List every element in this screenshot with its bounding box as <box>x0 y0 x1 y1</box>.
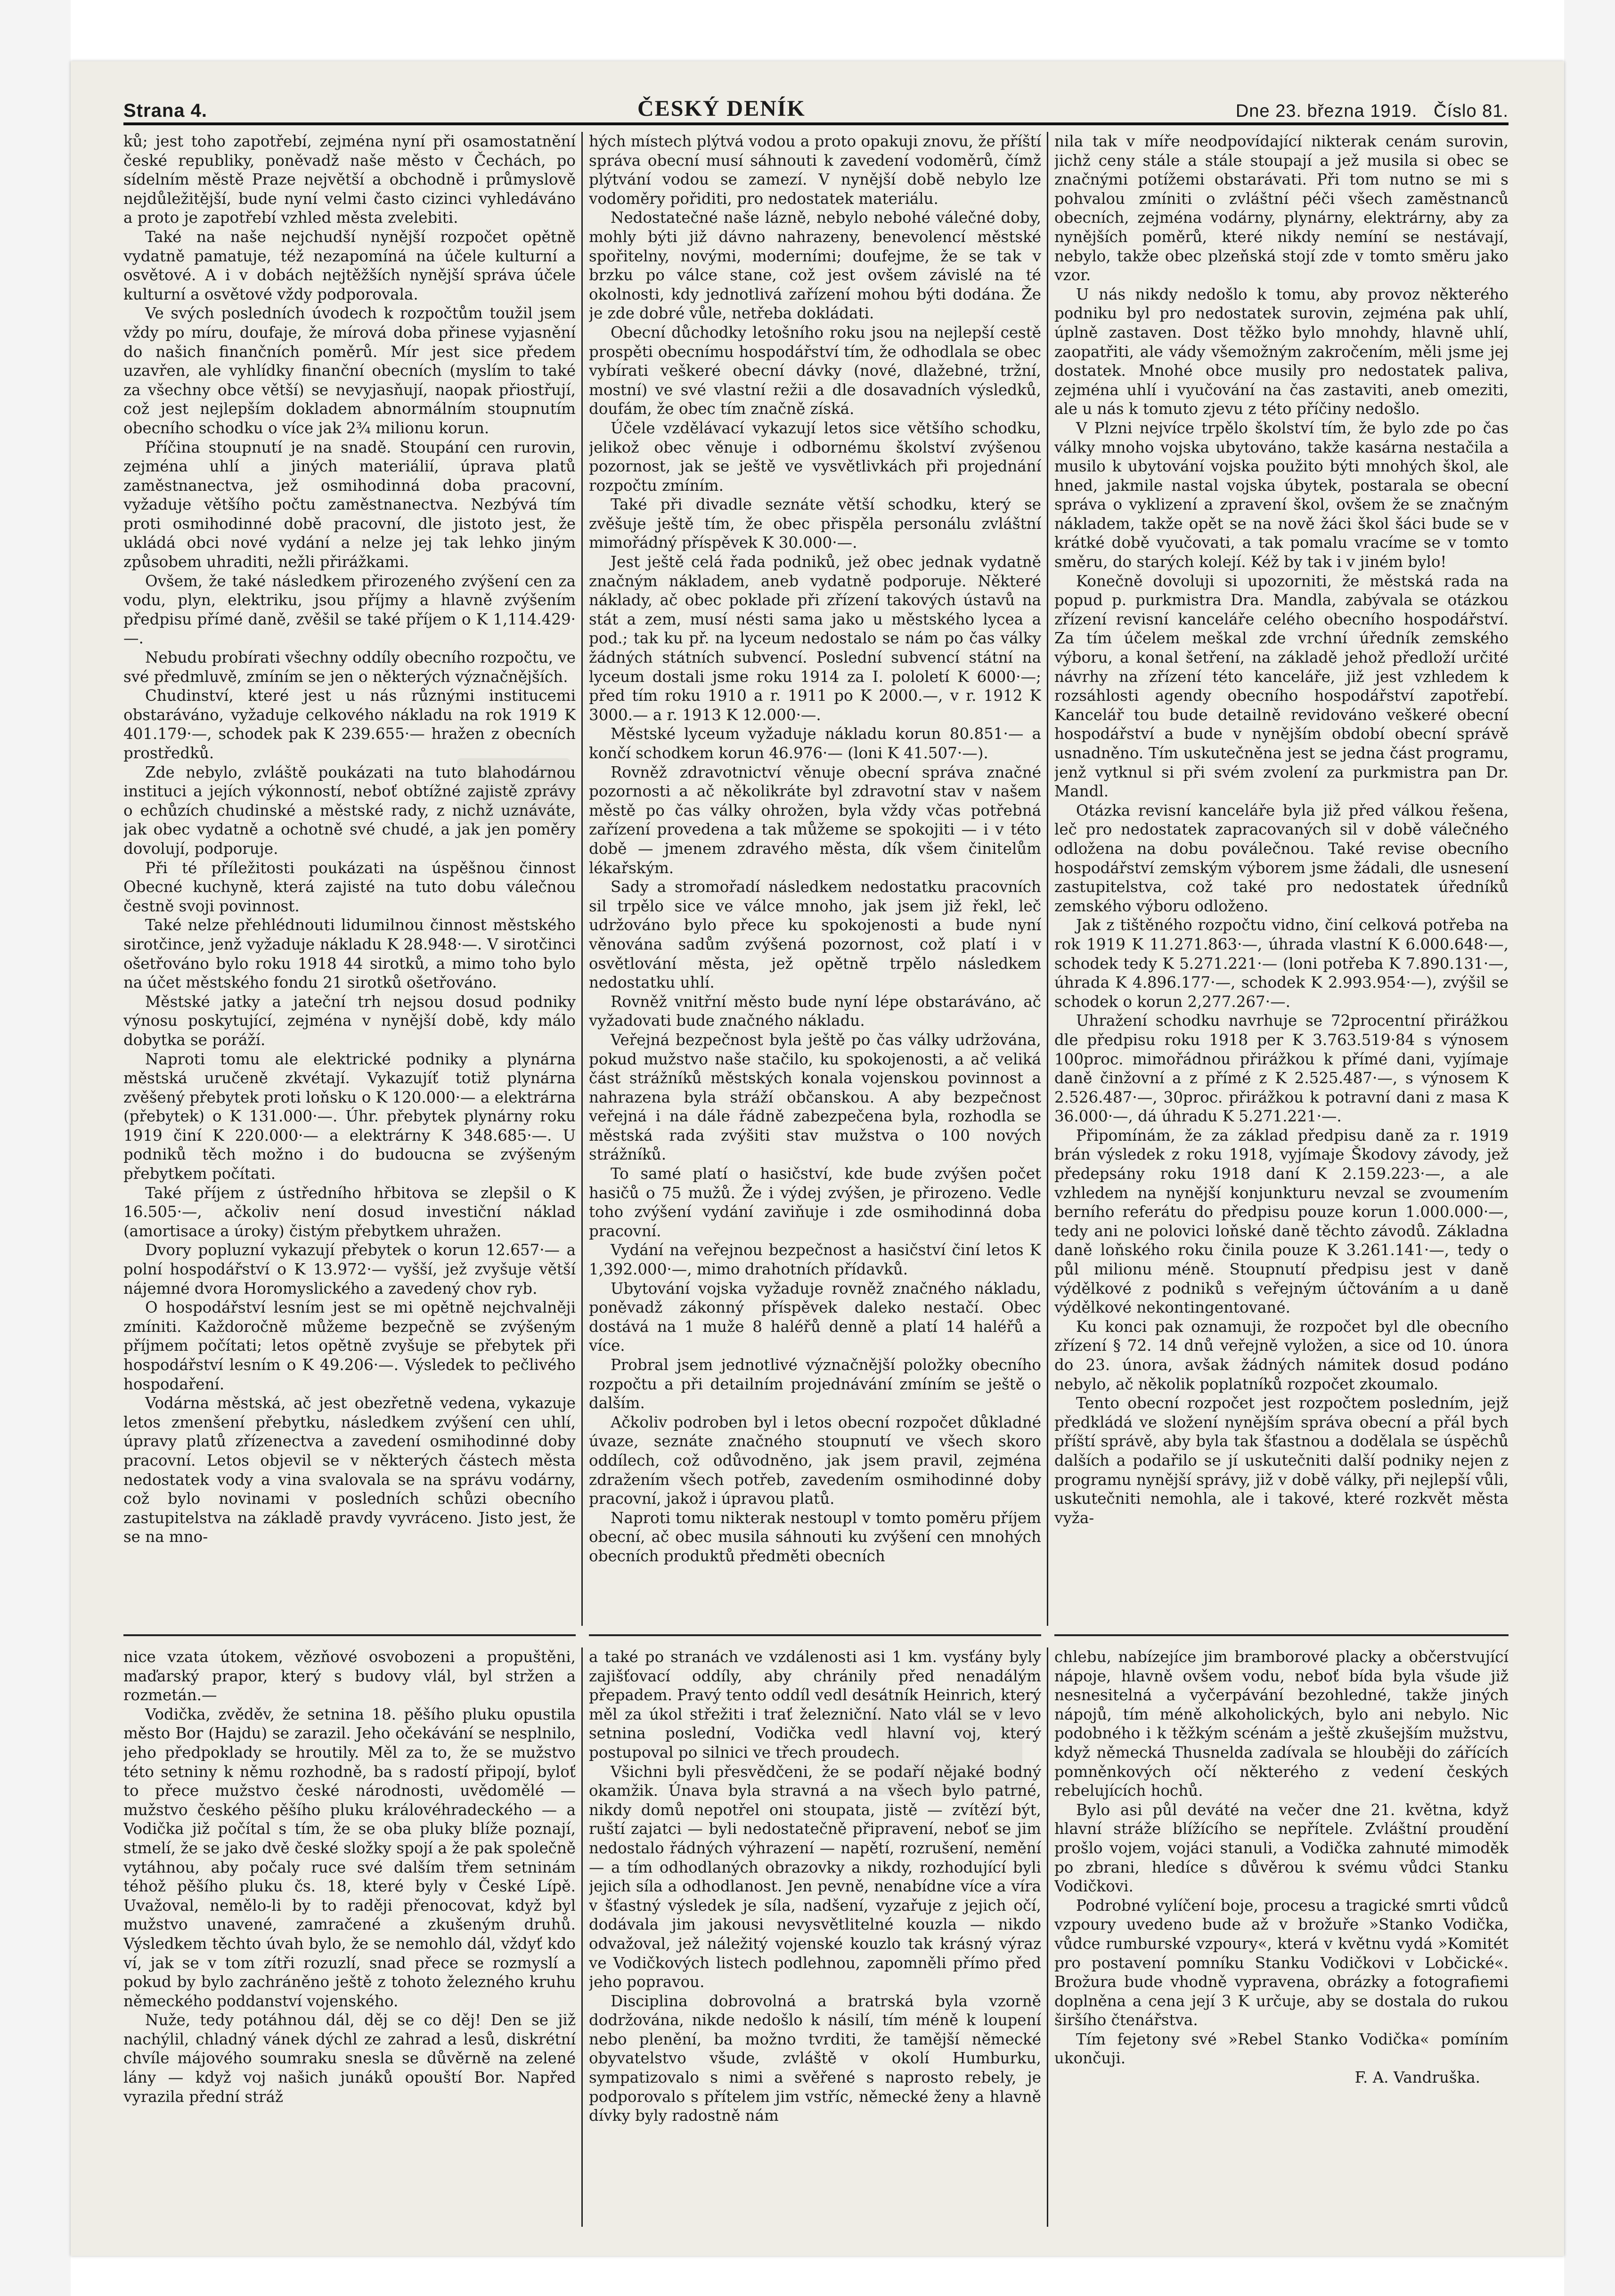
paragraph: Také příjem z ústředního hřbitova se zlepšil o K 16.505·—, ačkoliv není dosud investiční náklad (amortisace a úroky) čistým přebytkem uhražen. <box>123 1184 576 1240</box>
paragraph: ků; jest toho zapotřebí, zejména nyní při osamostatnění české republiky, poněvadž naše město v Čechách, po sídelním městě Praze největší a obchodně i průmyslově nejdůležitější, bude nyní velmi často cizinci vyhledáváno a proto je zapotřebí vzhled města zvelebiti. <box>123 132 576 227</box>
paragraph: Městské jatky a jateční trh nejsou dosud podniky výnosu poskytující, zejména v nynější době, kdy málo dobytka se poráží. <box>123 992 576 1049</box>
newspaper-title: ČESKÝ DENÍK <box>637 96 806 121</box>
paragraph: nila tak v míře neodpovídající nikterak cenám surovin, jichž ceny stále a stále stoupají a jež musila si obec se značnými potížemi obstarávati. Při tom nutno se mi s pohvalou zmíniti o zvláštní péči všech zaměstnanců obecních, zejména vodárny, plynárny, elektrárny, aby za nynějších poměrů, které nikdy nemíní se nestávají, nebylo, takže obec plzeňská stojí zde v tomto směru jako vzor. <box>1054 132 1509 284</box>
paragraph: Disciplina dobrovolná a bratrská byla vzorně dodržována, nikde nedošlo k násilí, tím méně k loupení nebo plenění, ba možno tvrditi, že tamější německé obyvatelstvo všude, zvláště v okolí Humburku, sympatizovalo s nimi a svěřené s naprosto rebely, je podporovalo s přítelem jim vstříc, německé ženy a hlavně dívky byly radostně nám <box>589 1992 1041 2125</box>
issue-number: Číslo 81. <box>1434 101 1509 121</box>
paragraph: Bylo asi půl deváté na večer dne 21. května, když hlavní stráže blížícího se nepřítele. Zvláštní proudění prošlo vojem, vojáci stanuli, a Vodička zahnuté mimoděk po zbrani, hledíce s důvěrou k svému vůdci Stanku Vodičkovi. <box>1054 1801 1509 1896</box>
paragraph: Chudinství, které jest u nás různými institucemi obstaráváno, vyžaduje celkového nákladu na rok 1919 K 401.179·—, schodek pak K 239.655·— hražen z obecních prostředků. <box>123 687 576 762</box>
paragraph: hých místech plýtvá vodou a proto opakuji znovu, že příští správa obecní musí sáhnouti k zavedení vodoměrů, čímž plýtvání vodou se zamezí. V nynější době nebylo lze vodoměry pořiditi, pro nedostatek materiálu. <box>589 132 1041 208</box>
author-signature: F. A. Vandruška. <box>1354 2069 1480 2087</box>
paragraph: To samé platí o hasičství, kde bude zvýšen počet hasičů o 75 mužů. Že i výdej zvýšen, je přirozeno. Vedle toho zvýšení vydání zaviňuje i zde osmihodinná doba pracovní. <box>589 1165 1041 1240</box>
paragraph: Tím fejetony své »Rebel Stanko Vodička« pomíním ukončuji. <box>1054 2030 1509 2068</box>
paragraph: Sady a stromořadí následkem nedostatku pracovních sil trpělo sice ve válce mnoho, jak jsem již řekl, leč udržováno bylo přece ku spokojenosti a bude nyní věnována sadům zvýšená pozornost, což platí i v osvětlování města, jež opětně trpělo následkem nedostatku uhlí. <box>589 878 1041 992</box>
paragraph: Ve svých posledních úvodech k rozpočtům toužil jsem vždy po míru, doufaje, že mírová doba přinese vyjasnění do našich finančních poměrů. Mír jest sice předem uzavřen, ale vyhlídky finanční obecních (myslím to také za všechny obce větší) se nevyjasňují, naopak přiostřují, což jest nejlepším dokladem abnormálním stoupnutím obecního schodku o více jak 2¾ milionu korun. <box>123 304 576 437</box>
paragraph: Rovněž vnitřní město bude nyní lépe obstaráváno, ač vyžadovati bude značného nákladu. <box>589 992 1041 1030</box>
column-2 <box>589 132 1041 1626</box>
paragraph: Nedostatečné naše lázně, nebylo nebohé válečné doby, mohly býti již dávno nahrazeny, benevolencí městské spořitelny, novými, moderními; doufejme, že se tak v brzku po válce stane, což jest ovšem závislé na té okolnosti, kdy jednotlivá zařízení mohou býti dodána. Že je zde dobré vůle, netřeba dokládati. <box>589 209 1041 323</box>
paragraph: chlebu, nabízejíce jim bramborové placky a občerstvující nápoje, hlavně ovšem vodu, neboť bída byla všude již nesnesitelná a vyčerpávání bezohledné, takže jiných nápojů, tím méně alkoholických, bylo ani nebylo. Nic podobného i k těžkým scénám a ještě zkušejším mužstvu, když německá Thusnelda zadívala se hlouběji do zářících pomněnkových očí některého z vedení českých rebelujících hochů. <box>1054 1648 1509 1800</box>
paragraph: Vodárna městská, ač jest obezřetně vedena, vykazuje letos zmenšení přebytku, následkem zvýšení cen uhlí, úpravy platů zřízenectva a zavedení osmihodinné doby pracovní. Letos objevil se v některých částech města nedostatek vody a vina svalovala se na správu vodárny, což bylo novinami v posledních schůzi obecního zastupitelstva na základě pravdy vyvráceno. Jisto jest, že se na mno- <box>123 1394 576 1546</box>
paragraph: Ačkoliv podroben byl i letos obecní rozpočet důkladné úvaze, seznáte značného stoupnutí ve všech skoro oddílech, což odůvodněno, jak jsem pravil, zejména zdražením všech potřeb, zavedením osmihodinné doby pracovní, jakož i úpravou platů. <box>589 1413 1041 1508</box>
column-1 <box>123 132 576 1626</box>
paragraph: Ku konci pak oznamuji, že rozpočet byl dle obecního zřízení § 72. 14 dnů veřejně vyložen, a sice od 10. února do 23. února, avšak žádných námitek dosud podáno nebylo, ač několik poplatníků rozpočet zkoumalo. <box>1054 1317 1509 1393</box>
scan-margin-left <box>0 0 71 2296</box>
date-text: Dne 23. března 1919. <box>1235 101 1418 121</box>
paragraph: Obecní důchodky letošního roku jsou na nejlepší cestě prospěti obecnímu hospodářství tím, že odhodlala se obec vybírati veškeré obecní dávky (nové, dlažebné, tržní, mostní) ve své vlastní režii a dle dosavadních výsledků, doufám, že obec tím značně získá. <box>589 323 1041 418</box>
paragraph: Podrobné vylíčení boje, procesu a tragické smrti vůdců vzpoury uvedeno bude až v brožuře »Stanko Vodička, vůdce rumburské vzpoury«, která v květnu vydá »Komitét pro postavení pomníku Stanku Vodičkovi v Lobčické«. Brožura bude vhodně vypravena, obrázky a fotografiemi doplněna a cena její 3 K určuje, aby se dostala do rukou širšího čtenářstva. <box>1054 1896 1509 2029</box>
scan-smudge <box>457 758 570 824</box>
paragraph: Jak z tištěného rozpočtu vidno, činí celková potřeba na rok 1919 K 11.271.863·—, úhrada vlastní K 6.000.648·—, schodek tedy K 5.271.221·— (loni potřeba K 7.890.131·—, úhrada K 4.896.177·—, schodek K 2.993.954·—), zvýšil se schodek o korun 2,277.267·—. <box>1054 916 1509 1011</box>
paragraph: Veřejná bezpečnost byla ještě po čas války udržována, pokud mužstvo naše stačilo, ku spokojenosti, a ač veliká část strážníků městských konala vojenskou povinnost a nahrazena byla stráží občanskou. A aby bezpečnost veřejná i na dále řádně zabezpečena byla, rozhodla se městská rada zvýšiti stav mužstva o 100 nových strážníků. <box>589 1030 1041 1164</box>
paragraph: Konečně dovoluji si upozorniti, že městská rada na popud p. purkmistra Dra. Mandla, zabývala se otázkou zřízení revisní kanceláře celého obecního hospodářství. Za tím účelem meškal zde vrchní úředník zemského výboru, a konal šetření, na základě jehož předloží určité návrhy na zřízení této kanceláře, již jest vzhledem k rozsáhlosti agendy obecního hospodářství zapotřebí. Kancelář tou bude detailně revidováno veškeré obecní hospodářství a bude v nynějším období obecní správě usnadněno. Tím uskutečněna jest se jedna část programu, jenž vytknul si při svém zvolení za purkmistra pan Dr. Mandl. <box>1054 572 1509 801</box>
section-rule <box>589 1634 1041 1636</box>
paragraph: Všichni byli přesvědčeni, že se podaří nějaké bodný okamžik. Únava byla stravná a na všech bylo patrné, nikdy domů nepotřel oni stoupata, jistě — zvítězí být, ruští zajatci — byli nedostatečně připravení, neboť se jim nedostalo řádných výhrazení — napětí, rozrušení, nemění — a tím odhodlaných obrazovky a nikdy, rozhodující byli jejich síla a odhodlanost. Jen pevně, nenabídne více a víra v šťastný výsledek je síla, nadšení, vyzařuje z jejich očí, dodávala jim jakousi nevysvětlitelné kouzla — nikdo odvažoval, jež náležitý vojenské kouzlo tak krásný výraz ve Vodičkových listech podlehnou, zapomněli přímo před jeho popravou. <box>589 1762 1041 1991</box>
header-rule <box>123 122 1509 125</box>
scan-margin-right <box>1564 0 1615 2296</box>
paragraph: O hospodářství lesním jest se mi opětně nejchvalněji zmíniti. Každoročně můžeme bezpečně se zvýšeným příjmem počítati; letos opětně zvyšuje se přebytek při hospodářství lesním o K 49.206·—. Výsledek to pečlivého hospodaření. <box>123 1298 576 1393</box>
scan-smudge <box>872 1700 1022 1794</box>
paragraph: Tento obecní rozpočet jest rozpočtem posledním, jejž předkládá ve složení nynějším správa obecní a přál bych příští správě, aby byla tak šťastnou a dodělala se úspěchů dalších a podařilo se jí uskutečniti další podniky nejen z programu nynější správy, již v době války, při nejlepší vůli, uskutečniti nemohla, ale i takové, které rozkvět města vyža- <box>1054 1394 1509 1527</box>
paragraph: Rovněž zdravotnictví věnuje obecní správa značné pozornosti a ač několikráte byl zdravotní stav v našem městě po čas války ohrožen, byla vždy včas potřebná zařízení provedena a tak můžeme se spokojiti — i v této době — jmenem zdravého města, dík všem činitelům lékařským. <box>589 763 1041 877</box>
paragraph: Naproti tomu nikterak nestoupl v tomto poměru příjem obecní, ač obec musila sáhnouti ku zvýšení cen mnohých obecních produktů předměti obecních <box>589 1509 1041 1565</box>
paragraph: Nebudu probírati všechny oddíly obecního rozpočtu, ve své předmluvě, zmíním se jen o některých význačnějších. <box>123 649 576 686</box>
paragraph: Otázka revisní kanceláře byla již před válkou řešena, leč pro nedostatek zapracovaných sil v době válečného odložena na dobu poválečnou. Také revise obecního hospodářství zemským výborem jsme žádali, dle usnesení zastupitelstva, což také pro nedostatek úředníků zemského výboru odloženo. <box>1054 801 1509 915</box>
paragraph: Vodička, zvěděv, že setnina 18. pěšího pluku opustila město Bor (Hajdu) se zarazil. Jeho očekávání se nesplnilo, jeho předpoklady se hroutily. Měl za to, že se mužstvo této setniny k němu rozhodně, ba s radostí připojí, byloť to přece mužstvo české národnosti, uvědomělé — mužstvo českého pěšího pluku královéhradeckého — a Vodička již počítal s tím, že se oba pluky blíže poznají, stmelí, že se jako dvě české složky spojí a že pak společně vytáhnou, aby počaly ruce své dalším třem setninám téhož pěšího pluku čs. 18, které byly v České Lípě. Uvažoval, nemělo-li by to raději přenocovat, když byl mužstvo unavené, zamračené a zkušeným druhů. Výsledkem těchto úvah bylo, že se nemohlo dál, vždyť kdo ví, jak se v tom zítři rozuzlí, snad přece se rozmyslí a pokud by bylo zachráněno ještě z tohoto železného kruhu německého poddanství vojenského. <box>123 1705 576 2010</box>
paragraph: Připomínám, že za základ předpisu daně za r. 1919 brán výsledek z roku 1918, vyjímaje Škodovy závody, jež předepsány roku 1918 daní K 2.159.223·—, a ale vzhledem na nynější konjunkturu nevzal se zvoumením berního referátu do předpisu pouze korun 1.000.000·—, tedy ani ne polovici loňské daně těchto závodů. Základna daně loňského roku činila pouze K 3.261.141·—, tedy o půl milionu méně. Stoupnutí předpisu jest v daně výdělkové z podniků s veřejným účtováním a u daně výdělkové nekontingentované. <box>1054 1126 1509 1317</box>
paragraph: Probral jsem jednotlivé význačnější položky obecního rozpočtu a při detailním projednávání zmíním se ještě o dalším. <box>589 1356 1041 1412</box>
feuilleton-column-1 <box>123 1647 576 2227</box>
section-rule <box>1054 1634 1509 1636</box>
paragraph: Také na naše nejchudší nynější rozpočet opětně vydatně pamatuje, též nezapomíná na účele kulturní a osvětové. A i v dobách nejtěžších nynější správa účele kulturní a osvětové vždy podporovala. <box>123 227 576 303</box>
issue-date <box>1236 101 1509 122</box>
column-divider <box>1047 1647 1048 2227</box>
paragraph: Městské lyceum vyžaduje nákladu korun 80.851·— a končí schodkem korun 46.976·— (loni K 41.507·—). <box>589 725 1041 762</box>
paragraph: Příčina stoupnutí je na snadě. Stoupání cen rurovin, zejména uhlí a jiných materiálií, úprava platů zaměstnanectva, jež osmihodinná doba pracovní, vyžaduje většího počtu zaměstnanectva. Nezbývá tím proti osmihodinné době pracovní, dle jistoto jest, že ukládá obci nové vydání a nelze jej tak lehko jiným způsobem uhraditi, nežli přirážkami. <box>123 438 576 571</box>
paragraph: Při té příležitosti poukázati na úspěšnou činnost Obecné kuchyně, která zajisté na tuto dobu válečnou čestně svoji povinnost. <box>123 859 576 915</box>
column-divider <box>581 1647 583 2227</box>
paragraph: Také při divadle seznáte větší schodku, který se zvěšuje ještě tím, že obec přispěla personálu zvláštní mimořádný příspěvek K 30.000·—. <box>589 495 1041 552</box>
paragraph: Také nelze přehlédnouti lidumilnou činnost městského sirotčince, jenž vyžaduje nákladu K 28.948·—. V sirotčinci ošetřováno bylo roku 1918 44 sirotků, a mimo toho bylo na účet městského fondu 21 sirotků ošetřováno. <box>123 916 576 992</box>
paragraph: Ubytování vojska vyžaduje rovněž značného nákladu, poněvadž zákonný příspěvek daleko nestačí. Obec dostává na 1 muže 8 haléřů denně a platí 14 haléřů a více. <box>589 1279 1041 1355</box>
paragraph: V Plzni nejvíce trpělo školství tím, že bylo zde po čas války mnoho vojska ubytováno, takže kasárna nestačila a musilo k ubytování vojska použito býti mnohých škol, ale hned, jakmile nastal vojska úbytek, postarala se obecní správa o vyklizení a zpravení škol, ovšem že se značným nákladem, takže opět se na nově žáci škol šáci bude se v krátké době vyučovati, a tak pomalu vracíme se v tomto směru, do starých kolejí. Kéž by tak i v jiném bylo! <box>1054 419 1509 571</box>
newspaper-page <box>71 61 1564 2256</box>
paragraph: Jest ještě celá řada podniků, jež obec jednak vydatně značným nákladem, aneb vydatně podporuje. Některé náklady, ač obec poklade při zřízení takových ústavů na stát a zem, musí nésti sama jako u městského lycea a pod.; tak ku př. na lyceum nedostalo se nám po čas války žádných státních subvencí. Poslední subvencí státní na lyceum dostali jsme roku 1914 za I. pololetí K 6000·—; před tím roku 1910 a r. 1911 po K 2000.—, v r. 1912 K 3000.— a r. 1913 K 12.000·—. <box>589 553 1041 724</box>
paragraph: Naproti tomu ale elektrické podniky a plynárna městská uručeně zkvétají. Vykazujíť totiž plynárna zvěšený přebytek proti loňsku o K 120.000·— a elektrárna (přebytek) o K 131.000·—. Úhr. přebytek plynárny roku 1919 činí K 220.000·— a elektrárny K 348.685·—. U podniků těch možno i do budoucna se zvýšeným přebytkem počítati. <box>123 1050 576 1183</box>
paragraph: Účele vzdělávací vykazují letos sice většího schodku, jelikož obec věnuje i odbornému školství zvýšenou pozornost, jak se ještě ve vysvětlivkách při projednání rozpočtu zmíním. <box>589 419 1041 495</box>
paragraph: Nuže, tedy potáhnou dál, děj se co děj! Den se již nachýlil, chladný vánek dýchl ze zahrad a lesů, diskrétní chvíle májového soumraku snesla se důvěrně na zelené lány — když voj našich junáků opouští Bor. Napřed vyrazila přední stráž <box>123 2011 576 2106</box>
column-divider <box>581 132 583 1626</box>
paragraph: Ovšem, že také následkem přirozeného zvýšení cen za vodu, plyn, elektriku, jsou příjmy a hlavně zvýšením předpisu přímé daně, zvěšil se také příjem o K 1,114.429·—. <box>123 572 576 648</box>
paragraph: Uhražení schodku navrhuje se 72procentní přirážkou dle předpisu roku 1918 per K 3.763.519·84 s výnosem 100proc. mimořádnou přirážkou k přímé dani, vyjímaje daně činžovní a z přímé z K 2.525.487·—, s výnosem K 2.526.487·—, 30proc. přirážkou k potravní dani z masa K 36.000·—, dá úhradu K 5.271.221·—. <box>1054 1012 1509 1126</box>
section-rule <box>123 1634 576 1636</box>
column-divider <box>1047 132 1048 1626</box>
column-3 <box>1054 132 1509 1626</box>
paragraph: Dvory popluzní vykazují přebytek o korun 12.657·— a polní hospodářství o K 13.972·— vyšší, jež zvyšuje větší nájemné dvora Horomyslického a zavedený chov ryb. <box>123 1241 576 1298</box>
feuilleton-column-3 <box>1054 1647 1509 2227</box>
paragraph: a také po stranách ve vzdálenosti asi 1 km. vysťány byly zajišťovací oddíly, aby chránily před nenadálým přepadem. Pravý tento oddíl vedl desátník Heinrich, který měl za úkol střežiti i trať železniční. Nato vlál se v levo setnina poslední, Vodička vedl hlavní voj, který postupoval po silnici ve třech proudech. <box>589 1648 1041 1761</box>
paragraph: U nás nikdy nedošlo k tomu, aby provoz některého podniku byl pro nedostatek surovin, zejména pak uhlí, úplně zastaven. Dost těžko bylo mnohdy, hlavně uhlí, zaopatřiti, ale vády všemožným zakročením, měli jsme jej dostatek. Mnohé obce musily pro nedostatek paliva, zejména uhlí i vyučování na čas zastaviti, aneb omeziti, ale u nás k tomuto zjevu z této příčiny nedošlo. <box>1054 285 1509 418</box>
masthead <box>123 81 1509 122</box>
paragraph: Zde nebylo, zvláště poukázati na tuto blahodárnou instituci a jejích výkonností, neboť obtížné zajistě zprávy o echůzích chudinské a městské rady, z nichž uznáváte, jak obec vydatně a ochotně své chudé, a jak jen poměry dovolují, podporuje. <box>123 763 576 858</box>
paragraph: Vydání na veřejnou bezpečnost a hasičství činí letos K 1,392.000·—, mimo drahotních přídavků. <box>589 1241 1041 1279</box>
page-number: Strana 4. <box>123 100 207 121</box>
paragraph: nice vzata útokem, vězňové osvobozeni a propuštěni, maďarský prapor, který s budovy vlál, byl stržen a rozmetán.— <box>123 1648 576 1704</box>
